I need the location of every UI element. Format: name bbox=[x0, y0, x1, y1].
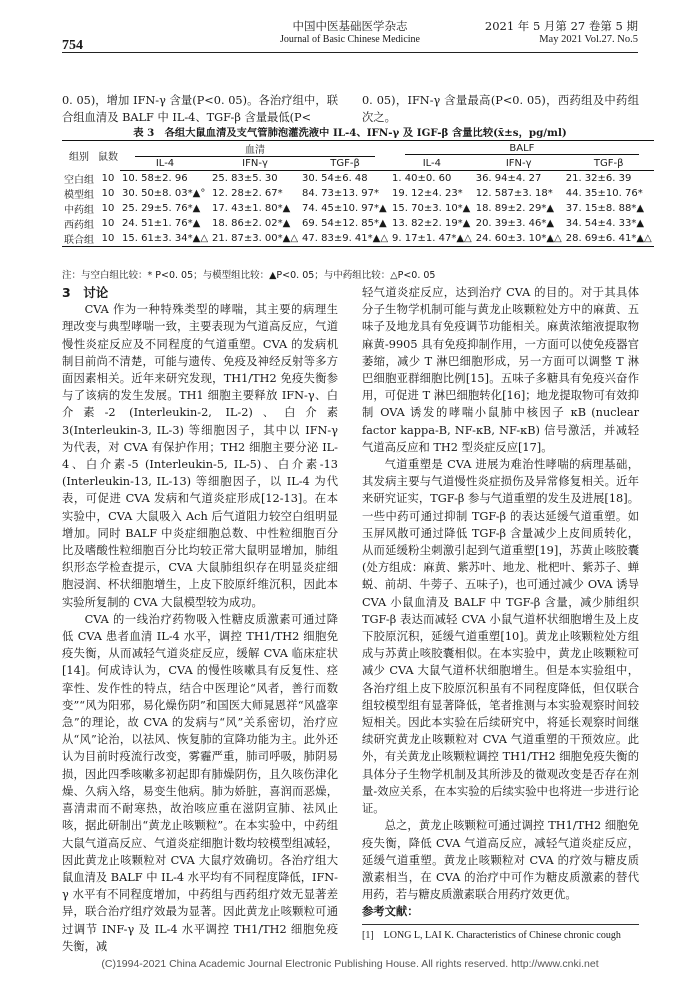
table-row bbox=[62, 231, 654, 247]
cell: 21. 32±6. 39 bbox=[565, 172, 632, 184]
cell-n: 10 bbox=[101, 187, 115, 199]
cell: 84. 73±13. 97* bbox=[302, 187, 380, 199]
cell: 47. 83±9. 41*▲△ bbox=[300, 231, 390, 247]
cell: 24. 51±1. 76*▲ bbox=[122, 217, 201, 229]
cell: 44. 35±10. 76* bbox=[565, 187, 643, 199]
cell: 15. 61±3. 34*▲△ bbox=[120, 231, 210, 247]
top-left-text bbox=[62, 92, 338, 126]
cell-n: 10 bbox=[101, 172, 115, 184]
cell: 30. 50±8. 03*▲° bbox=[122, 187, 206, 199]
cell: 36. 94±4. 27 bbox=[475, 172, 542, 184]
cell: 30. 54±6. 48 bbox=[302, 172, 368, 184]
cell-group: 中药组 bbox=[64, 204, 94, 216]
references-title: 参考文献： bbox=[362, 905, 419, 919]
cell: 17. 43±1. 80*▲ bbox=[212, 202, 291, 214]
cell: 74. 45±10. 97*▲ bbox=[302, 202, 387, 214]
references-rule bbox=[362, 924, 639, 925]
header-group: 组别 bbox=[62, 141, 96, 171]
cell-group: 西药组 bbox=[64, 219, 94, 231]
table-caption: 表 3 各组大鼠血清及支气管肺泡灌洗液中 IL-4、IFN-γ 及 IGF-β 含量比较(x̄±s，pg/ml) bbox=[133, 127, 567, 139]
cell: 10. 58±2. 96 bbox=[122, 172, 188, 184]
left-column bbox=[62, 284, 338, 955]
cell-n: 10 bbox=[96, 231, 120, 247]
cell: 69. 54±12. 85*▲ bbox=[302, 217, 387, 229]
paragraph: 0. 05)，增加 IFN-γ 含量(P<0. 05)。各治疗组中，联合组血清及 BALF 中 IL-4、TGF-β 含量最低(P< bbox=[62, 94, 338, 125]
journal-title-cn: 中国中医基础医学杂志 bbox=[292, 19, 408, 33]
reference-item: [1] LONG L, LAI K. Characteristics of Chinese chronic cough bbox=[362, 929, 621, 941]
paragraph: CVA 作为一种特殊类型的哮喘，其主要的病理生理改变与典型哮喘一致，主要表现为气道高反应，气道慢性炎症反应及不同程度的气道重塑。CVA 的发病机制目前尚不清楚，可能与遗传、免疫及神经反射等多方面因素相关。近年来研究发现，TH1/TH2 免疫失衡参与了该病的发生发展。TH1 细胞主要释放 IFN-γ、白介素-2 (Interleukin-2, IL-2)、白介素 3(Interleukin-3, IL-3) 等细胞因子，其中以 IFN-γ 为代表，对 CVA 有保护作用；TH2 细胞主要分泌 IL-4、白介素-5 (Interleukin-5, IL-5)、白介素-13 (Interleukin-13, IL-13) 等细胞因子，以 IL-4 为代表，可促进 CVA 发病和气道炎症形成[12-13]。在本实验中，CVA 大鼠吸入 Ach 后气道阻力较空白组明显增加。同时 BALF 中炎症细胞总数、中性粒细胞百分比及嗜酸性粒细胞百分比均较正常大鼠明显增加，肺组织形态学检查提示，CVA 大鼠肺组织存在明显炎症细胞浸润、杯状细胞增生，上皮下胶原纤维沉积，因此本实验所复制的 CVA 大鼠模型较为成功。 bbox=[62, 303, 338, 609]
header-balf: BALF bbox=[390, 141, 654, 158]
cell: 24. 60±3. 10*▲△ bbox=[474, 231, 564, 247]
cell: 18. 89±2. 29*▲ bbox=[475, 202, 555, 214]
header-serum: 血清 bbox=[120, 141, 390, 158]
cell: 13. 82±2. 19*▲ bbox=[392, 217, 471, 229]
cell: 28. 69±6. 41*▲△ bbox=[564, 231, 654, 247]
table-row bbox=[62, 186, 654, 201]
subheader: TGF-β bbox=[300, 157, 390, 171]
cell-n: 10 bbox=[101, 217, 115, 229]
cell: 34. 54±4. 33*▲ bbox=[565, 217, 645, 229]
cell: 12. 28±2. 67* bbox=[212, 187, 283, 199]
cell: 15. 70±3. 10*▲ bbox=[392, 202, 471, 214]
cell: 37. 15±8. 88*▲ bbox=[565, 202, 645, 214]
copyright-footer: (C)1994-2021 China Academic Journal Electronic Publishing House. All rights reserved. http://www.cnki.net bbox=[101, 958, 599, 970]
page-number: 754 bbox=[62, 38, 83, 53]
paragraph: CVA 的一线治疗药物吸入性糖皮质激素可通过降低 CVA 患者血清 IL-4 水平，调控 TH1/TH2 细胞免疫失衡，从而减轻气道炎症反应，缓解 CVA 临床症状[14]。何成诗认为，CVA 的慢性咳嗽具有反复性、痉挛性、发作性的特点，结合中医理论“风者，善行而数变”“风为阳邪，易化燥伤阴”和国医大师晁恩祥“风盛挛急”的理论，故 CVA 的发病与“风”关系密切，治疗应从“风”论治，以祛风、恢复肺的宣降功能为主。此外还认为目前时疫流行改变，雾霾严重，肺司呼吸，肺阴易损，因此四季咳嗽多初起即有肺燥阴伤，且久咳伤津化燥、久病入络，易变生他病。肺为娇脏，喜润而恶燥，喜清肃而不耐寒热，故治咳应重在滋阴宣肺、祛风止咳，据此研制出“黄龙止咳颗粒”。在本实验中，中药组大鼠气道高反应、气道炎症细胞计数均较模型组减轻，因此黄龙止咳颗粒对 CVA 大鼠疗效确切。各治疗组大鼠血清及 BALF 中 IL-4 水平均有不同程度降低，IFN-γ 水平有不同程度增加，中药组与西药组疗效无显著差异，联合治疗组疗效最为显著。因此黄龙止咳颗粒可通过调节 INF-γ 及 IL-4 水平调控 TH1/TH2 细胞免疫失衡，减 bbox=[62, 612, 338, 953]
header-n: 鼠数 bbox=[96, 141, 120, 171]
cell: 25. 29±5. 76*▲ bbox=[122, 202, 201, 214]
table-row bbox=[62, 171, 654, 186]
cell-n: 10 bbox=[101, 202, 115, 214]
cell: 12. 587±3. 18* bbox=[475, 187, 553, 199]
section-title: 3 讨论 bbox=[62, 285, 109, 300]
cell: 21. 87±3. 00*▲△ bbox=[210, 231, 300, 247]
cell-group: 空白组 bbox=[64, 174, 94, 186]
paragraph: 总之，黄龙止咳颗粒可通过调控 TH1/TH2 细胞免疫失衡，降低 CVA 气道高反应，减轻气道炎症反应，延缓气道重塑。黄龙止咳颗粒对 CVA 的疗效与糖皮质激素相当，在 CVA 的治疗中可作为糖皮质激素的替代用药，若与糖皮质激素联合用药疗效更优。 bbox=[362, 819, 639, 902]
paragraph: 0. 05)，IFN-γ 含量最高(P<0. 05)，西药组及中药组次之。 bbox=[362, 94, 639, 125]
table-row bbox=[62, 216, 654, 231]
subheader: IFN-γ bbox=[474, 157, 564, 171]
cell-group: 模型组 bbox=[64, 189, 94, 201]
cell: 20. 39±3. 46*▲ bbox=[475, 217, 555, 229]
table-row bbox=[62, 201, 654, 216]
journal-title-en: Journal of Basic Chinese Medicine bbox=[280, 34, 420, 45]
subheader: IFN-γ bbox=[210, 157, 300, 171]
cell: 1. 40±0. 60 bbox=[392, 172, 452, 184]
cell: 18. 86±2. 02*▲ bbox=[212, 217, 291, 229]
right-column bbox=[362, 284, 639, 943]
subheader: IL-4 bbox=[390, 157, 474, 171]
top-right-text bbox=[362, 92, 639, 126]
subheader: IL-4 bbox=[120, 157, 210, 171]
issue-info-cn: 2021 年 5 月第 27 卷第 5 期 bbox=[484, 19, 638, 33]
cell: 9. 17±1. 47*▲△ bbox=[390, 231, 474, 247]
data-table bbox=[62, 140, 654, 247]
paragraph: 轻气道炎症反应，达到治疗 CVA 的目的。对于其具体分子生物学机制可能与黄龙止咳颗粒处方中的麻黄、五味子及地龙具有免疫调节功能相关。麻黄浓缩液提取物麻黄-9905 具有免疫抑制作用，一方面可以使免疫器官萎缩，减少 T 淋巴细胞形成，另一方面可以调整 T 淋巴细胞亚群细胞比例[15]。五味子多糖具有免疫兴奋作用，可促进 T 淋巴细胞转化[16]；地龙提取物可有效抑制 OVA 诱发的哮喘小鼠肺中核因子 κB (nuclear factor kappa-B, NF-κB, NF-κB) 信号激活，并减轻气道高反应和 TH2 型炎症反应[17]。 bbox=[362, 286, 639, 454]
cell: 25. 83±5. 30 bbox=[212, 172, 278, 184]
cell: 19. 12±4. 23* bbox=[392, 187, 463, 199]
issue-info-en: May 2021 Vol.27. No.5 bbox=[539, 34, 638, 45]
table-note: 注：与空白组比较：* P<0. 05；与模型组比较：▲P<0. 05；与中药组比较：△P<0. 05 bbox=[62, 270, 436, 281]
subheader: TGF-β bbox=[564, 157, 654, 171]
cell-group: 联合组 bbox=[62, 231, 96, 247]
header-rule bbox=[62, 52, 638, 53]
paragraph: 气道重塑是 CVA 进展为难治性哮喘的病理基础，其发病主要与气道慢性炎症损伤及异常修复相关。近年来研究证实，TGF-β 参与气道重塑的发生及进展[18]。一些中药可通过抑制 TGF-β 的表达延缓气道重塑。如玉屏风散可通过降低 TGF-β 含量减少上皮间质转化，从而延缓粉尘刺激引起到气道重塑[19]，苏黄止咳胶囊(处方组成：麻黄、紫苏叶、地龙、枇杷叶、紫苏子、蝉蜕、前胡、牛蒡子、五味子)，也可通过减少 OVA 诱导 CVA 小鼠血清及 BALF 中 TGF-β 含量，减少肺组织 TGF-β 表达而减轻 CVA 小鼠气道杯状细胞增生及上皮下胶原沉积，延缓气道重塑[10]。黄龙止咳颗粒处方组成与苏黄止咳胶囊相似。在本实验中，黄龙止咳颗粒可减少 CVA 大鼠气道杯状细胞增生。但是本实验组中，各治疗组上皮下胶原沉积虽有不同程度降低，但仅联合组较模型组有显著降低，笔者推测与本实验观察时间较短相关。因此本实验在后续研究中，将延长观察时间继续研究黄龙止咳颗粒对 CVA 气道重塑的干预效应。此外，有关黄龙止咳颗粒调控 TH1/TH2 细胞免疫失衡的具体分子生物学机制及其所涉及的微观改变是否存在剂量-效应关系，在本实验的后续实验中也将进一步进行论证。 bbox=[362, 458, 639, 816]
